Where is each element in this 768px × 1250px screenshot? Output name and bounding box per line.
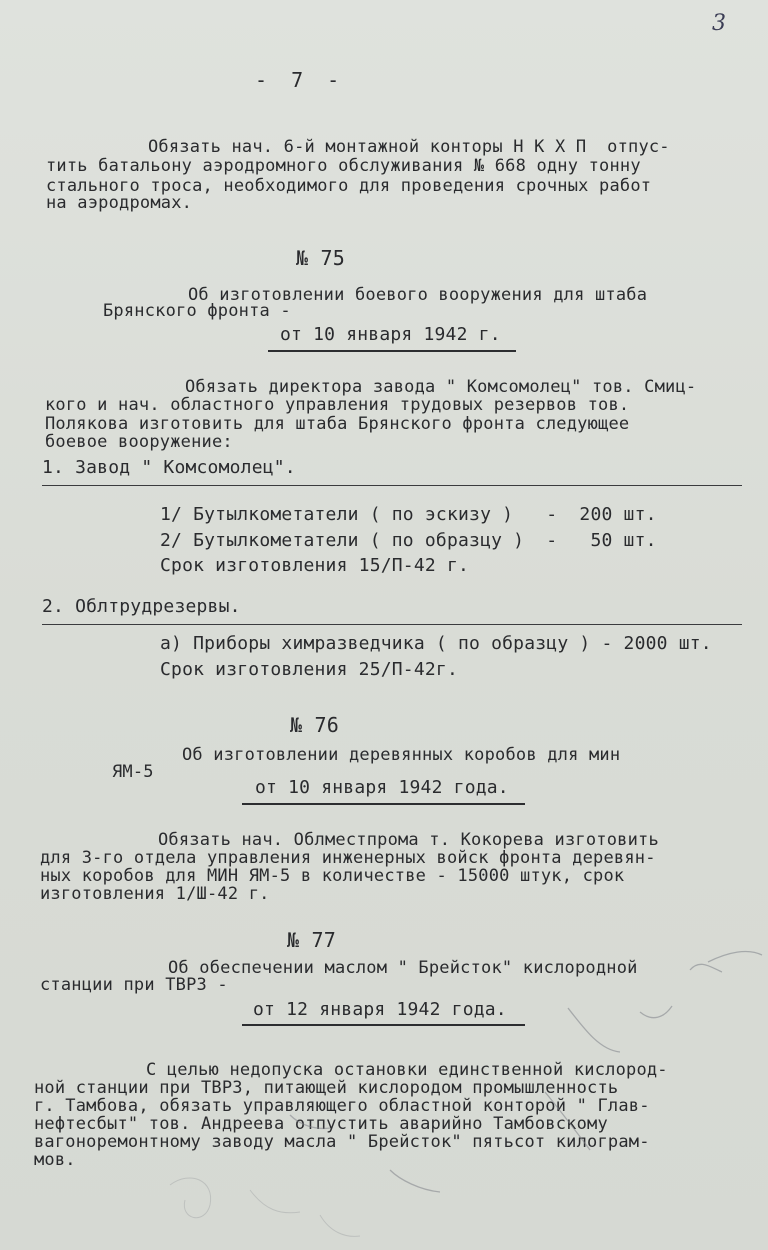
text-line: нефтесбыт" тов. Андреева отпустить аварийно Тамбовскому [34, 1114, 608, 1134]
text-line: Обязать директора завода " Комсомолец" тов. Смиц- [185, 377, 697, 397]
section-title: Брянского фронта - [103, 301, 291, 321]
text-line: С целью недопуска остановки единственной кислород- [146, 1060, 668, 1080]
item-heading: 2. Облтрудрезервы. [42, 596, 241, 617]
date-underline [268, 350, 516, 352]
text-line: мов. [34, 1150, 76, 1170]
text-line: стального троса, необходимого для проведения срочных работ [46, 176, 652, 196]
text-line: ных коробов для МИН ЯМ-5 в количестве - 15000 штук, срок [40, 866, 625, 886]
section-date: от 12 января 1942 года. [253, 999, 507, 1020]
text-line: на аэродромах. [46, 193, 193, 213]
date-underline [242, 803, 525, 805]
section-title: станции при ТВРЗ - [40, 975, 228, 995]
text-line: для 3-го отдела управления инженерных войск фронта деревян- [40, 848, 656, 868]
item-line: 1/ Бутылкометатели ( по эскизу ) - 200 шт. [160, 504, 657, 525]
text-line: Полякова изготовить для штаба Брянского фронта следующее [45, 414, 630, 434]
item-line: Срок изготовления 25/П-42г. [160, 659, 458, 680]
text-line: изготовления 1/Ш-42 г. [40, 884, 270, 904]
page-number: - 7 - [255, 68, 346, 92]
text-line: вагоноремонтному заводу масла " Брейсток" пятьсот килограм- [34, 1132, 650, 1152]
section-title: Об обеспечении маслом " Брейсток" кислородной [168, 958, 638, 978]
date-underline [242, 1024, 525, 1026]
text-line: Обязать нач. Облместпрома т. Кокорева изготовить [158, 830, 659, 850]
item-line: Срок изготовления 15/П-42 г. [160, 555, 470, 576]
section-number: № 75 [296, 246, 345, 270]
section-title: Об изготовлении боевого вооружения для штаба [188, 285, 648, 305]
item-line: 2/ Бутылкометатели ( по образцу ) - 50 шт. [160, 530, 657, 551]
text-line: тить батальону аэродромного обслуживания № 668 одну тонну [46, 156, 641, 176]
text-line: г. Тамбова, обязать управляющего областной конторой " Глав- [34, 1096, 650, 1116]
text-line: Обязать нач. 6-й монтажной конторы Н К Х П отпус- [148, 137, 670, 157]
divider [42, 485, 742, 486]
section-title: Об изготовлении деревянных коробов для мин [182, 745, 621, 765]
section-date: от 10 января 1942 года. [255, 777, 509, 798]
divider [42, 624, 742, 625]
text-line: боевое вооружение: [45, 432, 233, 452]
section-number: № 76 [290, 713, 339, 737]
sheet-number: 3 [712, 11, 727, 36]
text-line: кого и нач. областного управления трудовых резервов тов. [45, 395, 630, 415]
section-date: от 10 января 1942 г. [280, 324, 501, 345]
item-heading: 1. Завод " Комсомолец". [42, 457, 296, 478]
item-line: а) Приборы химразведчика ( по образцу ) - 2000 шт. [160, 633, 712, 654]
text-line: ной станции при ТВРЗ, питающей кислородом промышленность [34, 1078, 619, 1098]
section-title: ЯМ-5 [112, 762, 154, 782]
section-number: № 77 [287, 928, 336, 952]
